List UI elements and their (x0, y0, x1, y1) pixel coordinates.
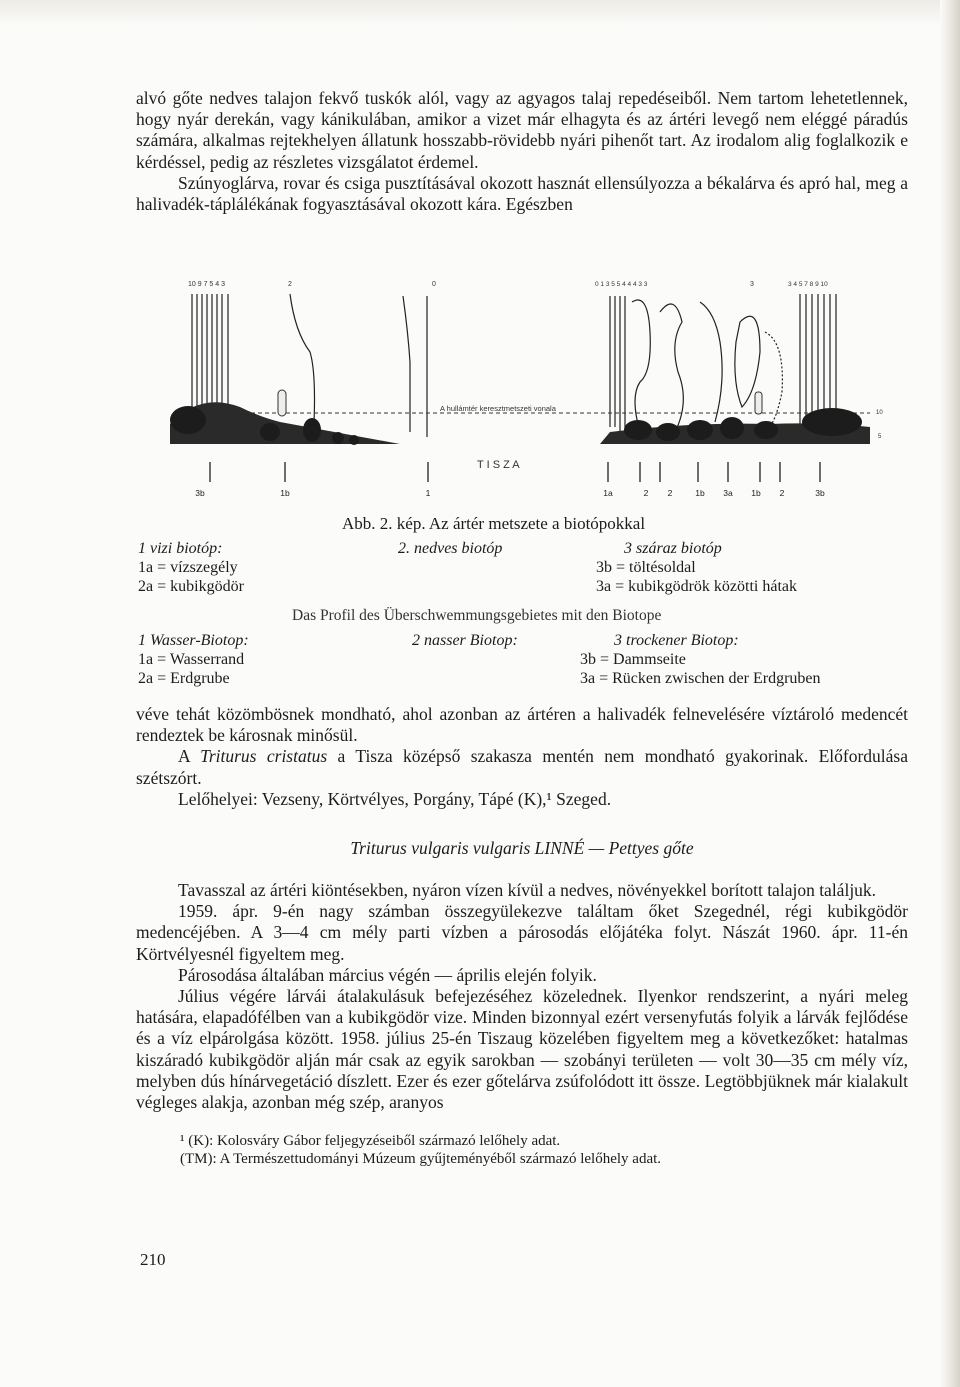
legend-item: 3b = töltésoldal (596, 559, 696, 576)
middle-text-block (136, 704, 908, 810)
species-name: Triturus cristatus (200, 746, 328, 767)
figure-bottom-label: 2 (643, 488, 649, 498)
paragraph: véve tehát közömbösnek mondható, ahol azonban az ártéren a halivadék felnevelésére víztároló medencét rendeztek be károsnak minősül. (136, 704, 908, 746)
figure-bottom-label: 3b (815, 488, 825, 498)
legend-item: 3a = Rücken zwischen der Erdgruben (580, 670, 821, 687)
figure-bottom-label: 3b (195, 488, 205, 498)
legend-column-3-title: 3 trockener Biotop: (614, 632, 739, 649)
figure-top-numbers-mid: 0 1 3 5 5 4 4 4 3 3 (595, 281, 648, 288)
scan-right-edge (940, 0, 960, 1387)
figure-bottom-label: 3a (723, 488, 733, 498)
figure-top-numbers-left: 10 9 7 5 4 3 (188, 281, 225, 288)
river-label: T I S Z A (477, 459, 520, 471)
legend-item: 2a = Erdgrube (138, 670, 230, 687)
water-level-label: A hullámtér keresztmetszeti vonala (440, 404, 556, 413)
legend-de (0, 632, 960, 692)
legend-column-3-title: 3 száraz biotóp (624, 540, 722, 557)
legend-item: 1a = vízszegély (138, 559, 238, 576)
paragraph: Július végére lárvái átalakulásuk befejezéséhez közelednek. Ilyenkor rendszerint, a nyári meleg hatására, elapadófélben van a kubikgödör vize. Minden bizonnyal ezért versenyfutás folyik a lárvák fejlődése és a víz elpárolgása között. 1958. július 25-én Tiszaug közelében figyeltem meg a következőket: hatalmas kiszáradó kubikgödör alján már csak az egyik sarokban — szobányi területen — volt 30—35 cm mély víz, melyben dús hínárvegetáció díszlett. Ezer és ezer gőtelárva zsúfolódott itt össze. Legtöbbjüknek már kialakult végleges alakja, azonban még szép, aranyos (136, 986, 908, 1113)
legend-item: 3a = kubikgödrök közötti hátak (596, 578, 797, 595)
section-heading: Triturus vulgaris vulgaris LINNÉ — Pettyes gőte (350, 838, 694, 858)
figure-caption-de-title: Das Profil des Überschwemmungsgebietes mit den Biotope (292, 607, 662, 624)
figure-bottom-label: 2 (779, 488, 785, 498)
paragraph: Lelőhelyei: Vezseny, Körtvélyes, Porgány, Tápé (K),¹ Szeged. (178, 788, 612, 809)
bottom-text-block (136, 880, 908, 1113)
footnotes (180, 1132, 880, 1168)
figure-top-numbers-right: 3 4 5 7 8 9 10 (788, 281, 828, 288)
paragraph (136, 746, 908, 788)
legend-hu (0, 540, 960, 600)
legend-column-1-title: 1 vizi biotóp: (138, 540, 223, 557)
figure-top-number: 0 (432, 281, 436, 288)
legend-column-2-title: 2 nasser Biotop: (412, 632, 518, 649)
figure-caption-title: Abb. 2. kép. Az ártér metszete a biotópokkal (342, 514, 646, 533)
figure-bottom-label: 1 (425, 488, 431, 498)
right-scale-mark: 5 (878, 434, 882, 440)
paragraph: 1959. ápr. 9-én nagy számban összegyülekezve találtam őket Szegednél, régi kubikgödör medencéjében. A 3—4 cm mély parti vízben a párosodás előjátéka folyt. Nászát 1960. ápr. 11-én Körtvélyesnél figyeltem meg. (136, 901, 908, 964)
legend-item: 1a = Wasserrand (138, 651, 245, 668)
figure-top-number: 3 (750, 281, 754, 288)
figure-bottom-label: 1b (695, 488, 705, 498)
figure-bottom-label: 1b (751, 488, 761, 498)
figure-bottom-label: 2 (667, 488, 673, 498)
legend-item: 3b = Dammseite (580, 651, 686, 668)
text-run: a Tisza középső szakasza mentén nem mondható gyakorinak. Előfordulása szétszórt. (136, 746, 908, 788)
top-text-block (136, 88, 908, 215)
paragraph: Szúnyoglárva, rovar és csiga pusztításával okozott hasznát ellensúlyozza a békalárva és apró hal, meg a halivadék-táplálékának fogyasztásával okozott kára. Egészben (136, 172, 908, 215)
legend-column-1-title: 1 Wasser-Biotop: (138, 632, 249, 649)
right-scale-mark: 10 (876, 410, 883, 416)
floodplain-profile-figure (170, 272, 890, 512)
footnote: (TM): A Természettudományi Múzeum gyűjteményéből származó lelőhely adat. (180, 1151, 662, 1167)
text-run: A (178, 746, 201, 767)
figure-bottom-label: 1b (280, 488, 290, 498)
paragraph: Tavasszal az ártéri kiöntésekben, nyáron vízen kívül a nedves, növényekkel borított talajon találjuk. (178, 880, 877, 900)
footnote: ¹ (K): Kolosváry Gábor feljegyzéseiből származó lelőhely adat. (180, 1133, 561, 1149)
paragraph: alvó gőte nedves talajon fekvő tuskók alól, vagy az agyagos talaj repedéseiből. Nem tartom lehetetlennek, hogy nyár derekán, vagy kánikulában, amikor a vizet már elhagyta és az ártéri levegő nem eléggé páradús számára, alkalmas rejtekhelyen állatunk hosszabb-rövidebb nyári pihenőt tart. Az irodalom alig foglalkozik e kérdéssel, pedig az részletes vizsgálatot érdemel. (136, 88, 908, 172)
paragraph: Párosodása általában március végén — április elején folyik. (178, 964, 597, 985)
legend-column-2-title: 2. nedves biotóp (398, 540, 503, 557)
figure-top-number: 2 (288, 281, 292, 288)
scan-top-edge (0, 0, 960, 26)
legend-item: 2a = kubikgödör (138, 578, 244, 595)
figure-bottom-label: 1a (603, 488, 613, 498)
page-number: 210 (140, 1250, 166, 1269)
